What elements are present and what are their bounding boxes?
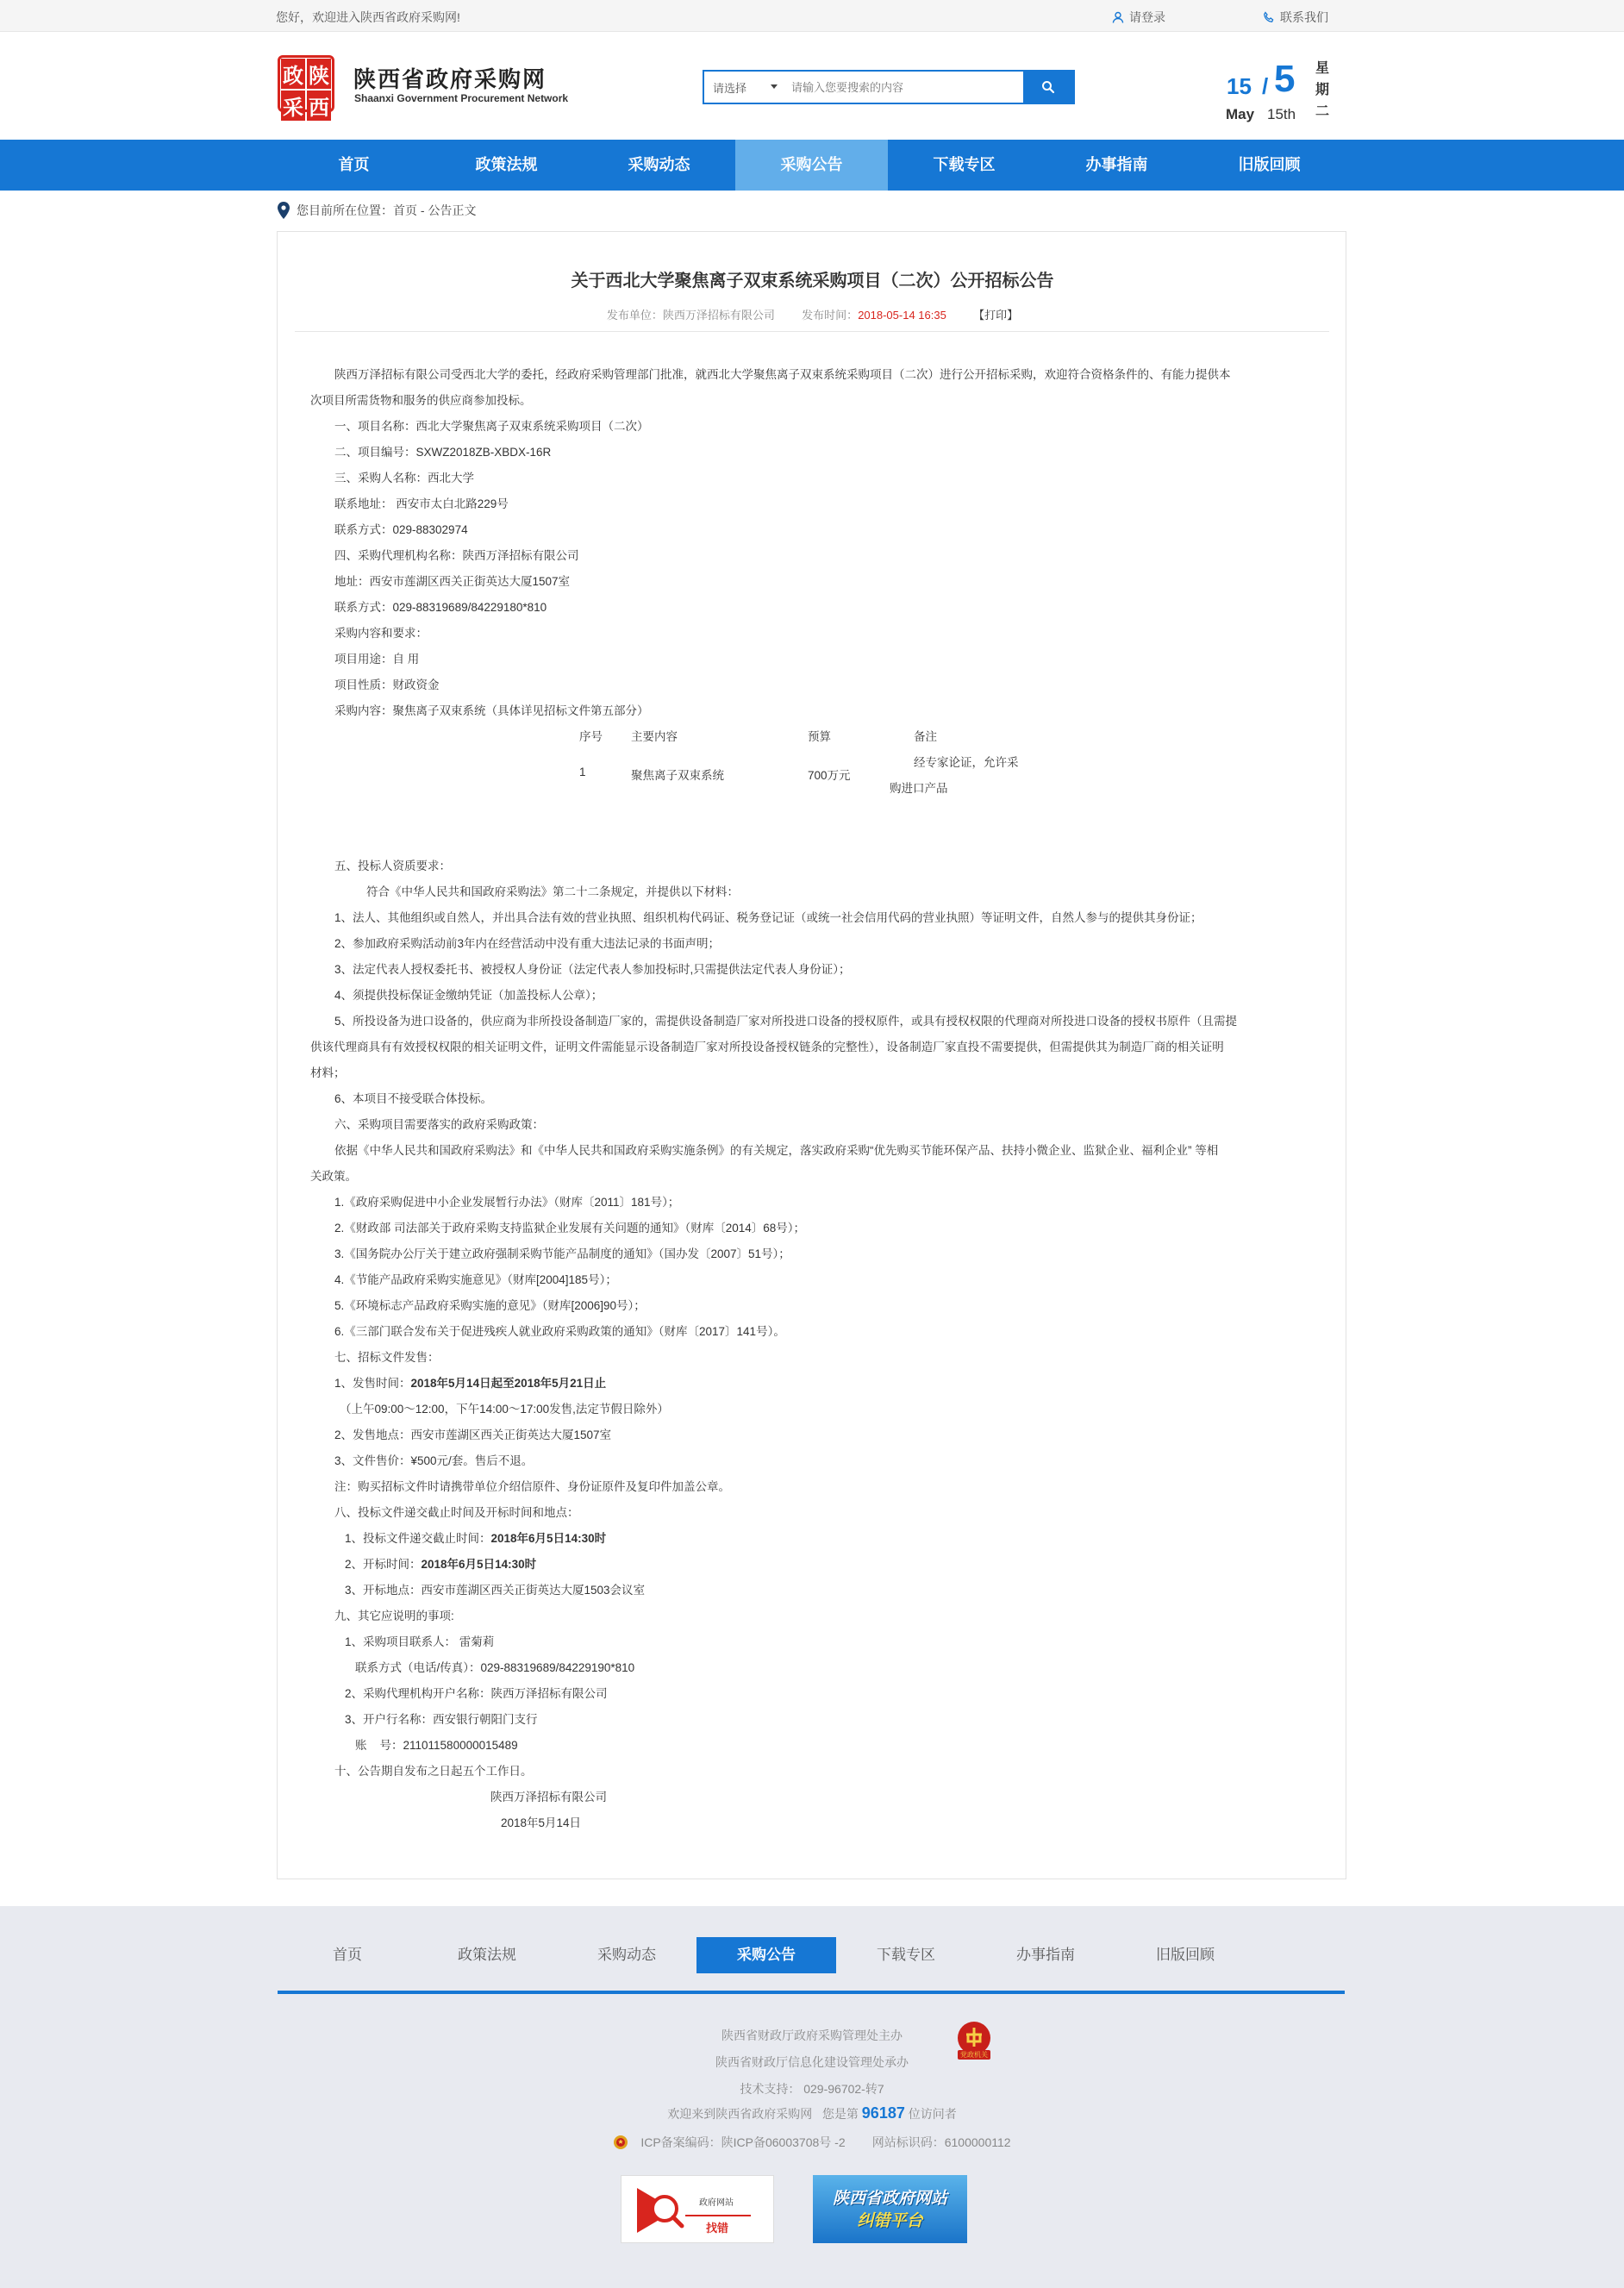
- body-line: 联系方式（电话/传真）：029-88319689/84229190*810: [355, 1661, 635, 1674]
- body-line: 账 号：211011580000015489: [355, 1739, 518, 1752]
- contact-label: 联系我们: [1280, 10, 1328, 24]
- welcome-text: 您好，欢迎进入陕西省政府采购网!: [276, 10, 460, 24]
- body-line: 项目性质：财政资金: [334, 678, 440, 691]
- sale-time-label: 1、发售时间：: [334, 1377, 411, 1390]
- location-pin-icon: [278, 202, 290, 219]
- body-line: 联系方式：029-88319689/84229180*810: [334, 601, 547, 614]
- body-line: 2、采购代理机构开户名称：陕西万泽招标有限公司: [345, 1687, 608, 1700]
- table-header: 备注: [914, 730, 937, 743]
- date-weekday: 星期二: [1315, 61, 1330, 119]
- main-nav: [0, 140, 1624, 191]
- table-cell: 聚焦离子双束系统: [631, 769, 724, 782]
- gov-site-error-report-badge[interactable]: [621, 2175, 774, 2243]
- sale-time-value: 2018年5月14日起至2018年5月21日止: [410, 1377, 607, 1390]
- signature-company: 陕西万泽招标有限公司: [490, 1791, 607, 1804]
- footer-nav-downloads[interactable]: 下载专区: [877, 1947, 935, 1963]
- login-link[interactable]: [1112, 9, 1165, 26]
- footer-icp: [0, 2134, 1624, 2151]
- nav-item-home[interactable]: 首页: [338, 156, 370, 173]
- body-line: 材料；: [310, 1066, 346, 1079]
- body-line: 项目用途：自 用: [334, 653, 420, 666]
- body-line: 十、公告期自发布之日起五个工作日。: [334, 1765, 533, 1778]
- body-line: 1、法人、其他组织或自然人，并出具合法有效的营业执照、组织机构代码证、税务登记证（或统一社会信用代码的营业执照）等证明文件，自然人参与的提供其身份证；: [334, 911, 1202, 924]
- site-title[interactable]: 陕西省政府采购网: [353, 66, 547, 92]
- body-line: 3.《国务院办公厅关于建立政府强制采购节能产品制度的通知》（国办发〔2007〕51号）；: [334, 1247, 790, 1260]
- nav-item-guide[interactable]: 办事指南: [1085, 156, 1148, 173]
- body-line: 关政策。: [310, 1170, 357, 1183]
- phone-icon: [1263, 11, 1275, 23]
- body-line: 采购内容和要求：: [334, 627, 428, 640]
- table-header: 预算: [808, 730, 831, 743]
- body-line: 6.《三部门联合发布关于促进残疾人就业政府采购政策的通知》（财库〔2017〕141号）。: [334, 1325, 785, 1338]
- badge2-line2: 纠错平台: [857, 2210, 923, 2230]
- site-logo-seal[interactable]: [278, 55, 334, 120]
- date-month-en: May: [1226, 106, 1255, 122]
- emblem-caption: 党政机关: [958, 2050, 990, 2060]
- bid-deadline-label: 1、投标文件递交截止时间：: [345, 1532, 491, 1545]
- body-line: [334, 1373, 606, 1391]
- party-gov-emblem[interactable]: [955, 2021, 993, 2060]
- login-label: 请登录: [1129, 10, 1165, 24]
- body-line: 八、投标文件递交截止时间及开标时间和地点：: [334, 1506, 579, 1519]
- search-select-label: 请选择: [713, 81, 747, 95]
- print-link[interactable]: 【打印】: [973, 309, 1019, 322]
- body-line: 地址：西安市莲湖区西关正街英达大厦1507室: [334, 575, 571, 588]
- user-icon: [1112, 11, 1124, 23]
- body-line: 3、开标地点：西安市莲湖区西关正街英达大厦1503会议室: [345, 1584, 646, 1597]
- body-line: 六、采购项目需要落实的政府采购政策：: [334, 1118, 544, 1131]
- footer-nav-old-version[interactable]: 旧版回顾: [1156, 1947, 1215, 1963]
- badge1-bottom-text: 找错: [706, 2222, 729, 2235]
- table-cell: 1: [579, 766, 586, 778]
- date-month: 5: [1274, 58, 1296, 100]
- header: [0, 32, 1624, 140]
- breadcrumb: [278, 200, 476, 221]
- visitor-count: 96187: [861, 2104, 905, 2122]
- body-line: 二、项目编号：SXWZ2018ZB-XBDX-16R: [334, 446, 552, 459]
- search-icon: [1041, 80, 1055, 94]
- body-line: （上午09:00～12:00，下午14:00～17:00发售,法定节假日除外）: [340, 1403, 669, 1416]
- date-widget: [1224, 56, 1336, 125]
- body-line: 依据《中华人民共和国政府采购法》和《中华人民共和国政府采购实施条例》的有关规定，落实政府采购“优先购买节能环保产品、扶持小微企业、监狱企业、福利企业” 等相: [334, 1144, 1219, 1157]
- footer-nav: [278, 1937, 1255, 1973]
- footer-nav-announcements[interactable]: 采购公告: [696, 1937, 836, 1973]
- article-title: 关于西北大学聚焦离子双束系统采购项目（二次）公开招标公告: [571, 272, 1054, 291]
- body-line: 联系方式：029-88302974: [334, 523, 468, 536]
- publisher-value: 陕西万泽招标有限公司: [662, 309, 775, 322]
- footer-visitors: [0, 2104, 1624, 2122]
- article-meta: [278, 306, 1347, 322]
- body-line: 2、参加政府采购活动前3年内在经营活动中没有重大违法记录的书面声明；: [334, 937, 721, 950]
- body-line: 五、投标人资质要求：: [334, 860, 451, 872]
- contact-link[interactable]: [1263, 9, 1328, 26]
- icp-text: ICP备案编码：陕ICP备06003708号 -2 网站标识码：6100000112: [640, 2135, 1011, 2149]
- error-report-logo-icon: [621, 2176, 775, 2244]
- table-header: 序号: [579, 730, 603, 743]
- gov-site-correction-platform-badge[interactable]: [813, 2175, 967, 2243]
- body-line: 1、采购项目联系人： 雷菊莉: [345, 1635, 495, 1648]
- footer: [0, 1906, 1624, 2288]
- top-bar: [0, 0, 1624, 32]
- badge1-top-text: 政府网站: [699, 2198, 734, 2208]
- nav-item-news[interactable]: 采购动态: [628, 156, 690, 173]
- body-line: 陕西万泽招标有限公司受西北大学的委托，经政府采购管理部门批准，就西北大学聚焦离子双束系统采购项目（二次）进行公开招标采购，欢迎符合资格条件的、有能力提供本: [334, 368, 1231, 381]
- article-panel: [277, 231, 1346, 1879]
- footer-nav-guide[interactable]: 办事指南: [1016, 1947, 1075, 1963]
- badge2-line1: 陕西省政府网站: [832, 2188, 947, 2208]
- table-cell: 购进口产品: [890, 782, 948, 795]
- caret-down-icon: [771, 84, 778, 90]
- signature-date: 2018年5月14日: [501, 1816, 582, 1829]
- footer-nav-news[interactable]: 采购动态: [597, 1947, 656, 1963]
- body-line: 4.《节能产品政府采购实施意见》（财库[2004]185号）；: [334, 1273, 617, 1286]
- nav-item-announcements[interactable]: 采购公告: [735, 140, 888, 191]
- body-line: 4、须提供投标保证金缴纳凭证（加盖投标人公章）；: [334, 989, 603, 1002]
- site-title-en: Shaanxi Government Procurement Network: [354, 92, 569, 104]
- date-day: 15: [1227, 73, 1252, 99]
- table-header: 主要内容: [631, 730, 678, 743]
- table-cell: 经专家论证，允许采: [914, 756, 1019, 769]
- body-line: 三、采购人名称：西北大学: [334, 472, 474, 484]
- body-line: [345, 1554, 536, 1572]
- body-line: [345, 1528, 606, 1546]
- footer-host: 陕西省财政厅政府采购管理处主办: [721, 2029, 903, 2042]
- seal-char: 政: [281, 59, 305, 89]
- bid-deadline-value: 2018年6月5日14:30时: [490, 1532, 607, 1545]
- body-line: 次项目所需货物和服务的供应商参加投标。: [310, 394, 532, 407]
- search-category-select[interactable]: [704, 72, 786, 103]
- search-button[interactable]: [1023, 72, 1073, 103]
- body-line: 七、招标文件发售：: [334, 1351, 440, 1364]
- date-separator: /: [1262, 73, 1269, 99]
- body-line: 3、法定代表人授权委托书、被授权人身份证（法定代表人参加投标时,只需提供法定代表人身份证）；: [334, 963, 851, 976]
- police-badge-icon: [613, 2135, 628, 2150]
- breadcrumb-text: 您目前所在位置：首页 - 公告正文: [297, 203, 477, 217]
- search-box: [703, 70, 1075, 104]
- body-line: 联系地址： 西安市太白北路229号: [334, 497, 509, 510]
- body-line: 供该代理商具有有效授权权限的相关证明文件，证明文件需能显示设备制造厂家对所投设备授权链条的完整性），设备制造厂家直投不需要提供，但需提供其为制造厂商的相关证明: [310, 1041, 1224, 1053]
- table-cell: 700万元: [808, 769, 851, 782]
- publisher-label: 发布单位：: [606, 309, 663, 322]
- nav-item-old-version[interactable]: 旧版回顾: [1238, 156, 1301, 173]
- publish-time-label: 发布时间：: [802, 309, 859, 322]
- body-line: 1.《政府采购促进中小企业发展暂行办法》（财库〔2011〕181号）；: [334, 1196, 680, 1209]
- divider: [295, 331, 1329, 332]
- seal-char: 陕: [307, 59, 331, 89]
- seal-char: 西: [307, 91, 331, 121]
- body-line: 3、开户行名称：西安银行朝阳门支行: [345, 1713, 538, 1726]
- footer-divider: [278, 1991, 1345, 1994]
- date-day-en: 15th: [1267, 106, 1296, 122]
- visitor-prefix: 欢迎来到陕西省政府采购网 您是第: [667, 2107, 862, 2121]
- nav-item-downloads[interactable]: 下载专区: [933, 156, 996, 173]
- body-line: 6、本项目不接受联合体投标。: [334, 1092, 493, 1105]
- nav-item-policy[interactable]: 政策法规: [475, 156, 538, 173]
- opening-time-label: 2、开标时间：: [345, 1558, 422, 1571]
- search-input[interactable]: [786, 72, 1023, 103]
- body-line: 九、其它应说明的事项:: [334, 1610, 454, 1622]
- footer-nav-policy[interactable]: 政策法规: [458, 1947, 516, 1963]
- body-line: 符合《中华人民共和国政府采购法》第二十二条规定，并提供以下材料：: [366, 885, 739, 898]
- footer-nav-home[interactable]: 首页: [333, 1947, 362, 1963]
- opening-time-value: 2018年6月5日14:30时: [421, 1558, 537, 1571]
- body-line: 5、所投设备为进口设备的，供应商为非所投设备制造厂家的，需提供设备制造厂家对所投进口设备的授权原件，或具有授权权限的代理商对所投进口设备的授权书原件（且需提: [334, 1015, 1238, 1028]
- body-line: 四、采购代理机构名称：陕西万泽招标有限公司: [334, 549, 579, 562]
- body-line: 3、文件售价：¥500元/套。售后不退。: [334, 1454, 534, 1467]
- body-line: 注：购买招标文件时请携带单位介绍信原件、身份证原件及复印件加盖公章。: [334, 1480, 730, 1493]
- body-line: 2、发售地点：西安市莲湖区西关正街英达大厦1507室: [334, 1428, 612, 1441]
- visitor-suffix: 位访问者: [904, 2107, 957, 2121]
- body-line: 一、项目名称：西北大学聚焦离子双束系统采购项目（二次）: [334, 420, 649, 433]
- publish-time-value: 2018-05-14 16:35: [858, 309, 946, 322]
- footer-organizer: 陕西省财政厅信息化建设管理处承办: [715, 2055, 909, 2069]
- footer-support: 技术支持： 029-96702-转7: [740, 2082, 884, 2096]
- body-line: 5.《环境标志产品政府采购实施的意见》（财库[2006]90号）；: [334, 1299, 646, 1312]
- body-line: 采购内容：聚焦离子双束系统（具体详见招标文件第五部分）: [334, 704, 649, 717]
- body-line: 2.《财政部 司法部关于政府采购支持监狱企业发展有关问题的通知》（财库〔2014〕68号）；: [334, 1222, 806, 1235]
- seal-char: 采: [281, 91, 305, 121]
